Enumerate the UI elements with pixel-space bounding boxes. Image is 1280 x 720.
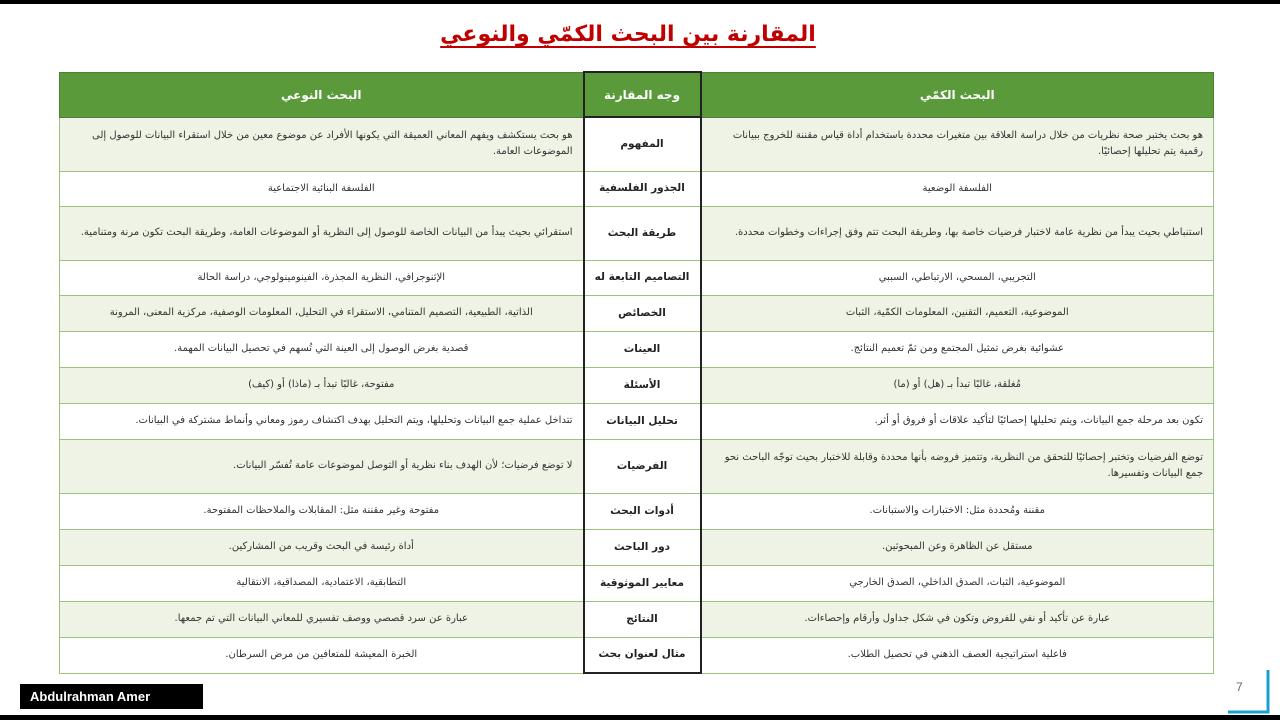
qualitative-cell: الذاتية، الطبيعية، التصميم المتنامي، الاستقراء في التحليل، المعلومات الوصفية، مركزية المعنى، المرونة bbox=[60, 295, 584, 331]
qualitative-cell: مفتوحة، غالبًا تبدأ بـ (ماذا) أو (كيف) bbox=[60, 367, 584, 403]
quantitative-cell: مستقل عن الظاهرة وعن المبحوثين. bbox=[701, 529, 1214, 565]
author-label: Abdulrahman Amer bbox=[20, 684, 203, 709]
qualitative-cell: تتداخل عملية جمع البيانات وتحليلها، ويتم التحليل بهدف اكتشاف رموز ومعاني وأنماط مشتركة في البيانات. bbox=[60, 403, 584, 439]
corner-decoration bbox=[1222, 668, 1270, 714]
aspect-cell: النتائج bbox=[584, 601, 701, 637]
comparison-table bbox=[59, 71, 1214, 674]
table-row bbox=[60, 439, 1214, 493]
bottom-border bbox=[0, 715, 1280, 720]
quantitative-cell: التجريبي، المسحي، الارتباطي، السببي bbox=[701, 260, 1214, 295]
qualitative-cell: استقرائي بحيث يبدأ من البيانات الخاصة للوصول إلى النظرية أو الموضوعات العامة، وطريقة البحث تكون مرنة ومتنامية. bbox=[60, 206, 584, 260]
aspect-cell: الجذور الفلسفية bbox=[584, 171, 701, 206]
aspect-cell: المفهوم bbox=[584, 117, 701, 171]
title-text: المقارنة بين البحث الكمّي والنوعي bbox=[440, 22, 816, 47]
qualitative-cell: لا توضع فرضيات؛ لأن الهدف بناء نظرية أو التوصل لموضوعات عامة تُفسّر البيانات. bbox=[60, 439, 584, 493]
qualitative-cell: قصدية بغرض الوصول إلى العينة التي تُسهم في تحصيل البيانات المهمة. bbox=[60, 331, 584, 367]
quantitative-cell: استنباطي بحيث يبدأ من نظرية عامة لاختبار فرضيات خاصة بها، وطريقة البحث تتم وفق إجراءات وخطوات محددة. bbox=[701, 206, 1214, 260]
aspect-cell: طريقة البحث bbox=[584, 206, 701, 260]
page-number: 7 bbox=[1236, 680, 1243, 694]
table-row bbox=[60, 171, 1214, 206]
aspect-cell: الأسئلة bbox=[584, 367, 701, 403]
table-row bbox=[60, 331, 1214, 367]
qualitative-cell: أداة رئيسة في البحث وقريب من المشاركين. bbox=[60, 529, 584, 565]
qualitative-cell: هو بحث يستكشف ويفهم المعاني العميقة التي يكونها الأفراد عن موضوع معين من خلال استقراء البيانات للوصول إلى الموضوعات العامة. bbox=[60, 117, 584, 171]
table-row bbox=[60, 493, 1214, 529]
quantitative-cell: توضع الفرضيات وتختبر إحصائيًا للتحقق من النظرية، وتتميز فروضه بأنها محددة وقابلة للاختبار بحيث توجّه الباحث نحو جمع البيانات وتفسيرها. bbox=[701, 439, 1214, 493]
qualitative-cell: الخبرة المعيشة للمتعافين من مرض السرطان. bbox=[60, 637, 584, 673]
qualitative-cell: الفلسفة البنائية الاجتماعية bbox=[60, 171, 584, 206]
aspect-cell: أدوات البحث bbox=[584, 493, 701, 529]
aspect-cell: العينات bbox=[584, 331, 701, 367]
table-row bbox=[60, 637, 1214, 673]
aspect-cell: دور الباحث bbox=[584, 529, 701, 565]
table-row bbox=[60, 117, 1214, 171]
table-row bbox=[60, 206, 1214, 260]
table-header-row bbox=[60, 72, 1214, 117]
quantitative-cell: تكون بعد مرحلة جمع البيانات، ويتم تحليلها إحصائيًا لتأكيد علاقات أو فروق أو أثر. bbox=[701, 403, 1214, 439]
qualitative-cell: مفتوحة وغير مقننة مثل: المقابلات والملاحظات المفتوحة. bbox=[60, 493, 584, 529]
aspect-cell: تحليل البيانات bbox=[584, 403, 701, 439]
quantitative-cell: الموضوعية، الثبات، الصدق الداخلي، الصدق الخارجي bbox=[701, 565, 1214, 601]
quantitative-cell: عبارة عن تأكيد أو نفي للفروض وتكون في شكل جداول وأرقام وإحصاءات. bbox=[701, 601, 1214, 637]
aspect-cell: التصاميم التابعة له bbox=[584, 260, 701, 295]
header-qualitative: البحث النوعي bbox=[60, 72, 584, 117]
header-aspect: وجه المقارنة bbox=[584, 72, 701, 117]
aspect-cell: مثال لعنوان بحث bbox=[584, 637, 701, 673]
aspect-cell: الخصائص bbox=[584, 295, 701, 331]
top-border bbox=[0, 0, 1280, 4]
quantitative-cell: مقننة ومُحددة مثل: الاختبارات والاستبانات. bbox=[701, 493, 1214, 529]
qualitative-cell: عبارة عن سرد قصصي ووصف تفسيري للمعاني البيانات التي تم جمعها. bbox=[60, 601, 584, 637]
table-row bbox=[60, 403, 1214, 439]
page-title bbox=[0, 22, 1256, 47]
aspect-cell: معايير الموثوقية bbox=[584, 565, 701, 601]
qualitative-cell: التطابقية، الاعتمادية، المصداقية، الانتقالية bbox=[60, 565, 584, 601]
table-row bbox=[60, 529, 1214, 565]
quantitative-cell: مُغلقة، غالبًا تبدأ بـ (هل) أو (ما) bbox=[701, 367, 1214, 403]
table-row bbox=[60, 565, 1214, 601]
table-row bbox=[60, 260, 1214, 295]
quantitative-cell: هو بحث يختبر صحة نظريات من خلال دراسة العلاقة بين متغيرات محددة باستخدام أداة قياس مقننة للخروج ببيانات رقمية يتم تحليلها إحصائيًا. bbox=[701, 117, 1214, 171]
quantitative-cell: فاعلية استراتيجية العصف الذهني في تحصيل الطلاب. bbox=[701, 637, 1214, 673]
qualitative-cell: الإثنوجرافي، النظرية المجذرة، الفينومينولوجي، دراسة الحالة bbox=[60, 260, 584, 295]
quantitative-cell: عشوائية بغرض تمثيل المجتمع ومن ثمّ تعميم النتائج. bbox=[701, 331, 1214, 367]
quantitative-cell: الموضوعية، التعميم، التقنين، المعلومات الكمّية، الثبات bbox=[701, 295, 1214, 331]
aspect-cell: الفرضيات bbox=[584, 439, 701, 493]
table-row bbox=[60, 367, 1214, 403]
table-row bbox=[60, 295, 1214, 331]
header-quantitative: البحث الكمّي bbox=[701, 72, 1214, 117]
quantitative-cell: الفلسفة الوضعية bbox=[701, 171, 1214, 206]
table-row bbox=[60, 601, 1214, 637]
